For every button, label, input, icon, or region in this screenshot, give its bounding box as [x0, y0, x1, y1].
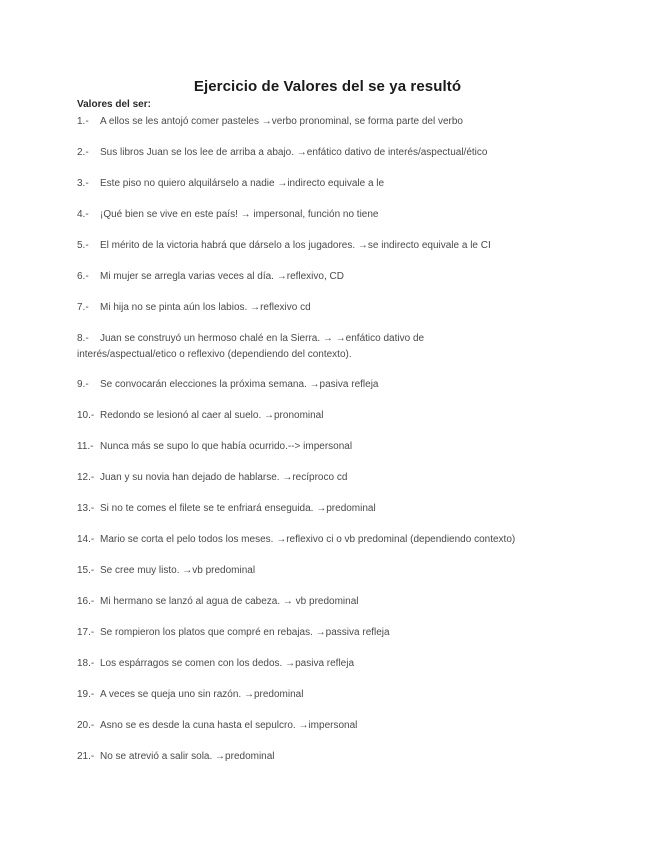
exercise-number: 14.-: [77, 534, 95, 545]
exercise-sentence: Mario se corta el pelo todos los meses. →reflexivo ci o vb predominal (dependiendo contexto): [100, 534, 516, 545]
exercise-sentence: A veces se queja uno sin razón. →predominal: [100, 689, 304, 700]
exercise-item: [77, 594, 597, 610]
exercise-sentence: A ellos se les antojó comer pasteles →verbo pronominal, se forma parte del verbo: [100, 116, 463, 127]
exercise-sentence: Sus libros Juan se los lee de arriba a abajo. →enfático dativo de interés/aspectual/ético: [100, 147, 488, 158]
exercise-sentence: Juan se construyó un hermoso chalé en la Sierra. → →enfático dativo de: [100, 333, 425, 344]
exercise-sentence: Mi hermano se lanzó al agua de cabeza. → vb predominal: [100, 596, 359, 607]
exercise-number: 3.-: [77, 178, 89, 189]
exercise-number: 12.-: [77, 472, 95, 483]
exercise-number: 20.-: [77, 720, 95, 731]
exercise-sentence: Los espárragos se comen con los dedos. →pasiva refleja: [100, 658, 355, 669]
exercise-item: [77, 625, 597, 641]
exercise-number: 19.-: [77, 689, 95, 700]
exercise-sentence: Se convocarán elecciones la próxima semana. →pasiva refleja: [100, 379, 379, 390]
exercise-number: 13.-: [77, 503, 95, 514]
exercise-item: [77, 145, 597, 161]
exercise-number: 16.-: [77, 596, 95, 607]
exercise-list: [77, 114, 597, 780]
exercise-item: [77, 563, 597, 579]
exercise-sentence: No se atrevió a salir sola. →predominal: [100, 751, 275, 762]
exercise-item: [77, 238, 597, 254]
exercise-sentence: Este piso no quiero alquilárselo a nadie →indirecto equivale a le: [100, 178, 385, 189]
exercise-number: 10.-: [77, 410, 95, 421]
exercise-sentence: Si no te comes el filete se te enfriará enseguida. →predominal: [100, 503, 376, 514]
exercise-item: [77, 439, 597, 455]
exercise-sentence: El mérito de la victoria habrá que dárselo a los jugadores. →se indirecto equivale a le CI: [100, 240, 491, 251]
exercise-item: [77, 331, 597, 363]
exercise-item: [77, 176, 597, 192]
exercise-item: [77, 687, 597, 703]
exercise-number: 21.-: [77, 751, 95, 762]
exercise-item: [77, 501, 597, 517]
exercise-sentence: Asno se es desde la cuna hasta el sepulcro. →impersonal: [100, 720, 358, 731]
exercise-item: [77, 749, 597, 765]
exercise-sentence: Juan y su novia han dejado de hablarse. →recíproco cd: [100, 472, 348, 483]
exercise-item: [77, 377, 597, 393]
exercise-number: 9.-: [77, 379, 89, 390]
exercise-item: [77, 269, 597, 285]
exercise-sentence: Nunca más se supo lo que había ocurrido.--> impersonal: [100, 441, 353, 452]
exercise-sentence: Se rompieron los platos que compré en rebajas. →passiva refleja: [100, 627, 390, 638]
section-heading: Valores del ser:: [77, 99, 151, 110]
exercise-number: 4.-: [77, 209, 89, 220]
exercise-number: 6.-: [77, 271, 89, 282]
exercise-sentence-continuation: interés/aspectual/etico o reflexivo (dependiendo del contexto).: [77, 349, 352, 360]
exercise-item: [77, 718, 597, 734]
exercise-number: 11.-: [77, 441, 94, 452]
exercise-number: 7.-: [77, 302, 89, 313]
exercise-number: 15.-: [77, 565, 95, 576]
exercise-item: [77, 114, 597, 130]
exercise-number: 17.-: [77, 627, 95, 638]
exercise-number: 18.-: [77, 658, 95, 669]
exercise-sentence: Mi hija no se pinta aún los labios. →reflexivo cd: [100, 302, 311, 313]
document-title: Ejercicio de Valores del se ya resultó: [193, 78, 462, 95]
exercise-item: [77, 470, 597, 486]
exercise-sentence: Redondo se lesionó al caer al suelo. →pronominal: [100, 410, 324, 421]
exercise-number: 1.-: [77, 116, 89, 127]
exercise-item: [77, 532, 597, 548]
exercise-number: 5.-: [77, 240, 89, 251]
exercise-item: [77, 300, 597, 316]
exercise-sentence: Se cree muy listo. →vb predominal: [100, 565, 256, 576]
exercise-sentence: ¡Qué bien se vive en este país! → impersonal, función no tiene: [100, 209, 379, 220]
exercise-item: [77, 207, 597, 223]
exercise-sentence: Mi mujer se arregla varias veces al día. →reflexivo, CD: [100, 271, 344, 282]
exercise-item: [77, 656, 597, 672]
exercise-item: [77, 408, 597, 424]
exercise-number: 2.-: [77, 147, 89, 158]
exercise-number: 8.-: [77, 333, 89, 344]
